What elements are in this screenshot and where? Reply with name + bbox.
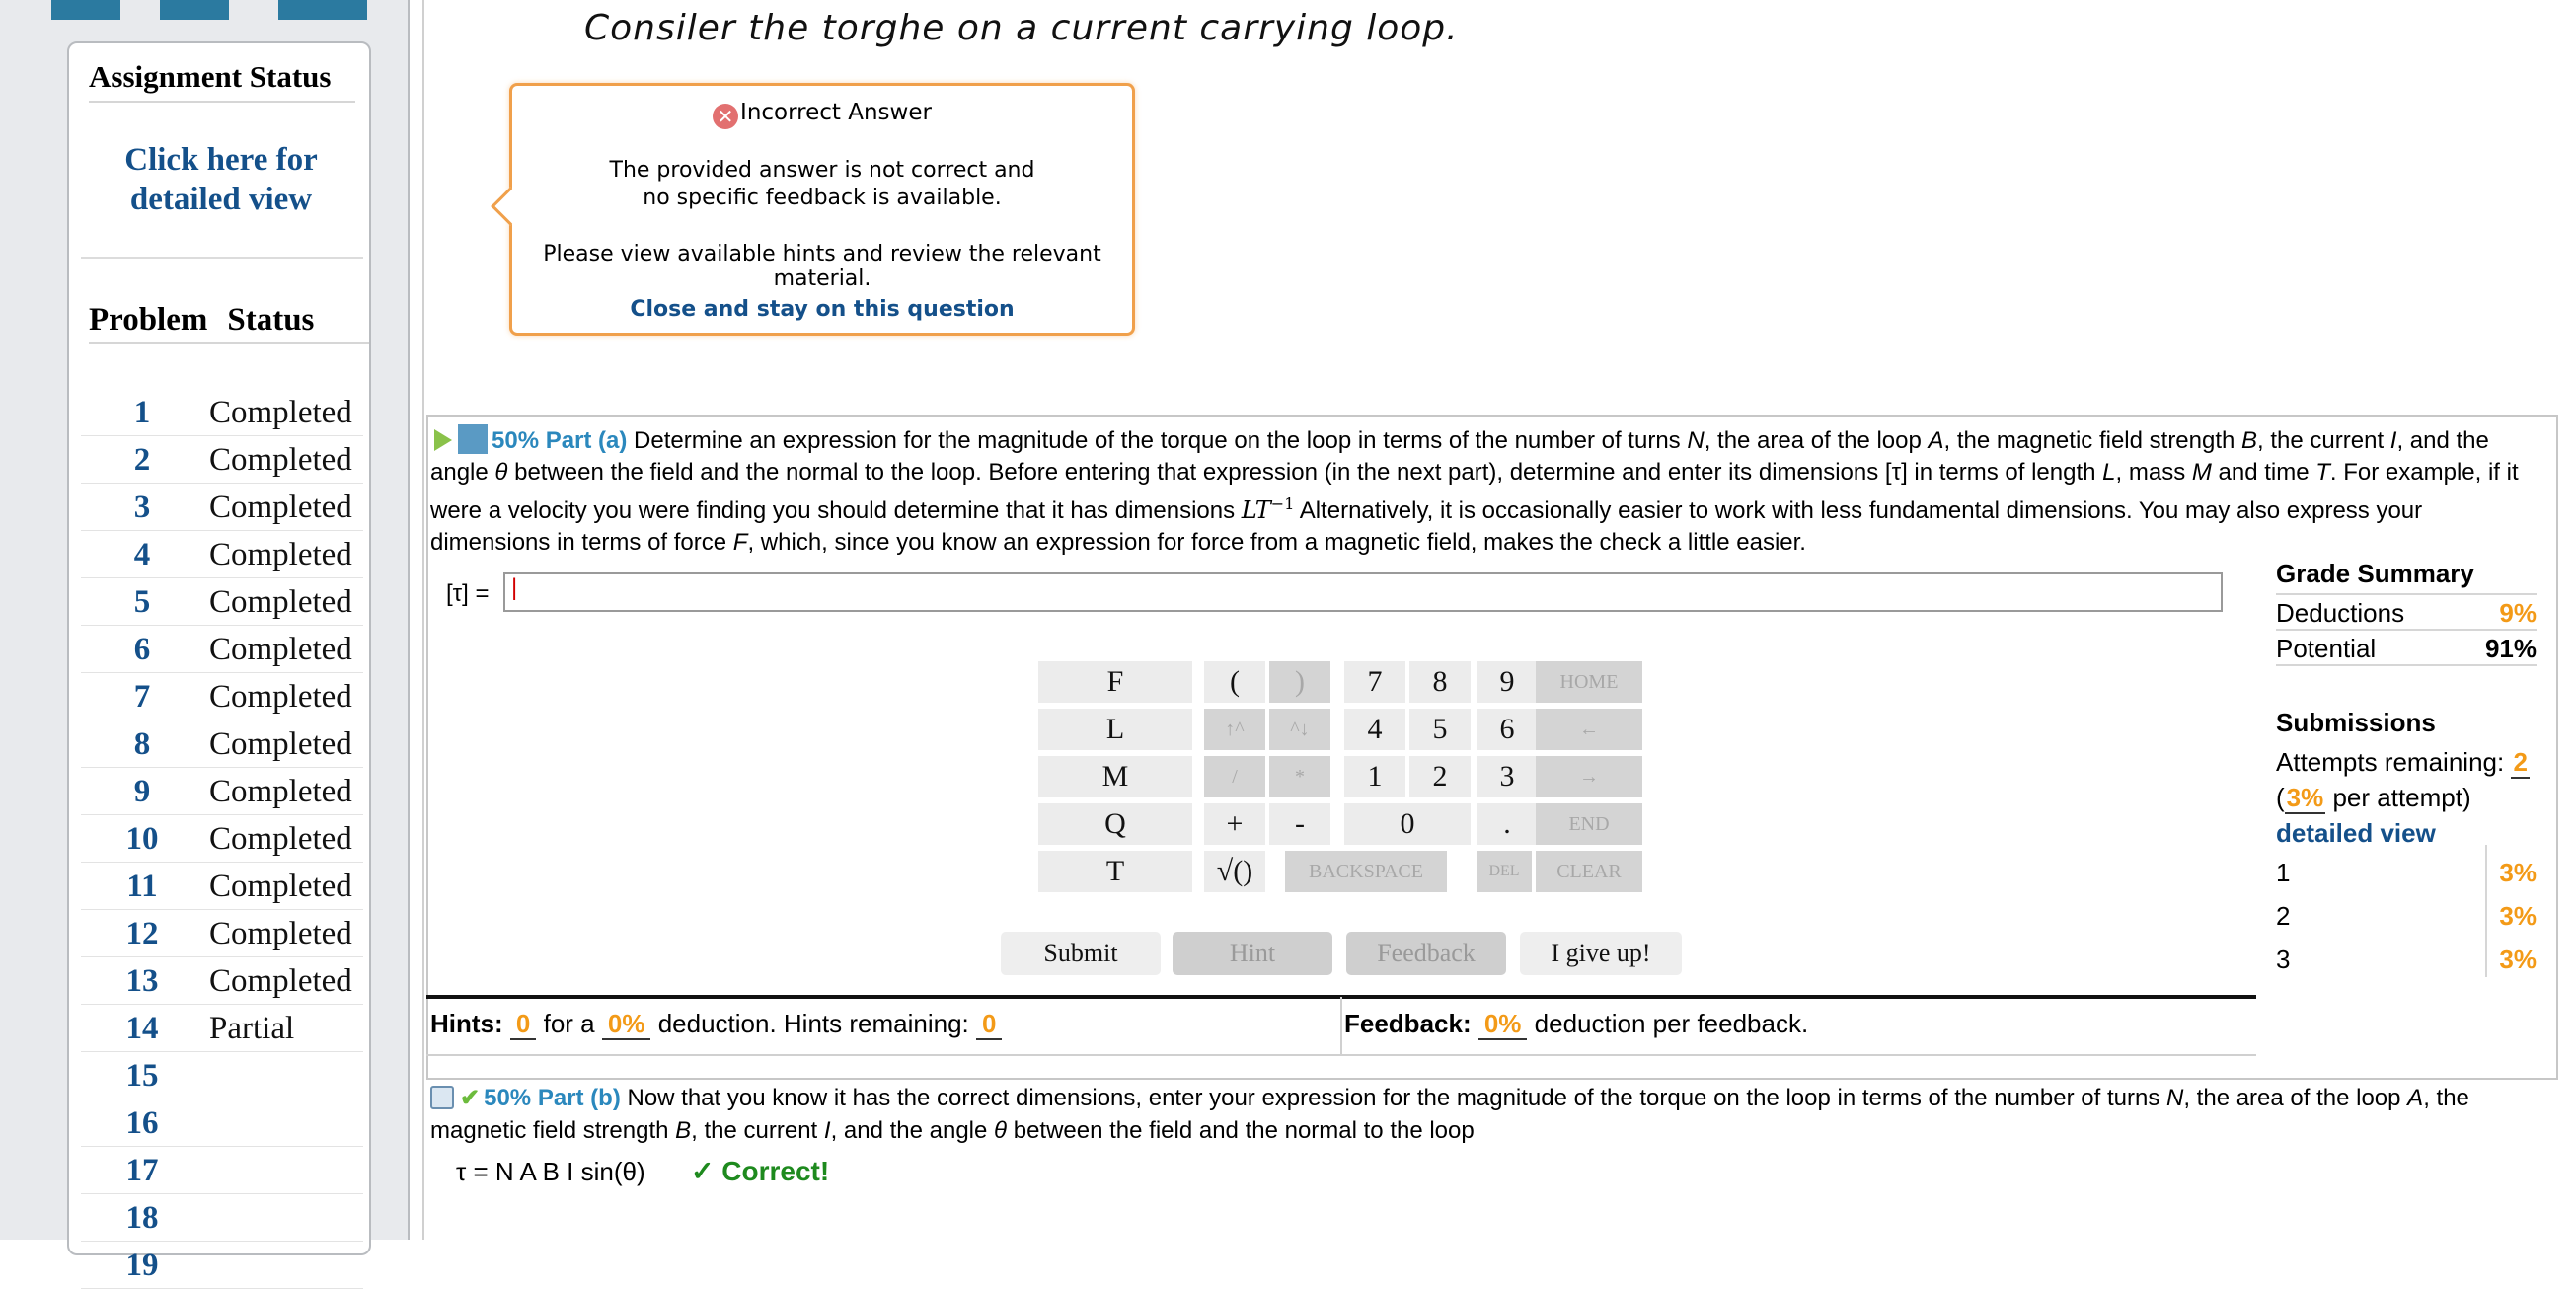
part-b-question [430,1082,2542,1147]
q-text: Determine an expression for the magnitude of the torque on the loop in terms of the number of turns [627,427,1688,454]
key-up[interactable]: ↑^ [1204,709,1265,750]
assignment-status-panel [67,41,371,1283]
col-problem: Problem [89,302,208,338]
deductions-row [2276,595,2537,631]
var-a: A [2407,1085,2424,1111]
q-text: , mass [2115,459,2192,486]
potential-row [2276,631,2537,666]
key-down[interactable]: ^↓ [1269,709,1330,750]
key-7[interactable]: 7 [1344,661,1405,703]
problem-row[interactable] [81,1052,363,1099]
hints-count: 0 [510,1009,536,1040]
dim-example: LT [1241,496,1271,524]
key-right-arrow[interactable]: → [1536,756,1642,797]
problem-number[interactable]: 14 [125,1011,159,1046]
q-text: , the magnetic field strength [1943,427,2242,454]
problem-number[interactable]: 8 [133,726,151,762]
feedback-label: Feedback: [1344,1009,1472,1038]
feedback-button[interactable]: Feedback [1346,932,1506,975]
var-m: M [2191,459,2212,486]
key-rparen[interactable]: ) [1269,661,1330,703]
problem-row[interactable] [81,673,363,720]
submissions-panel [2276,705,2537,981]
detailed-view-link[interactable]: Click here for detailed view [124,142,318,217]
key-divide[interactable]: / [1204,756,1265,797]
part-b-label: 50% Part (b) [484,1085,621,1111]
problem-row[interactable] [81,815,363,863]
var-t: T [2315,459,2330,486]
hints-text: deduction. Hints remaining: [657,1009,969,1038]
problem-number[interactable]: 2 [133,442,151,478]
var-i: I [823,1117,831,1144]
left-gutter [0,0,410,1283]
col-status: Status [227,302,315,338]
answer-input[interactable] [503,572,2223,612]
problem-number[interactable]: 7 [133,679,151,715]
q-text: between the field and the normal to the loop. Before entering that expression (in the next part), determine and enter its dimensions [τ] in terms of length [507,459,2103,486]
key-minus[interactable]: - [1269,803,1330,845]
popup-message [512,157,1132,212]
key-q[interactable]: Q [1038,803,1192,845]
attempt-number: 3 [2276,945,2291,974]
problem-status: Completed [209,821,352,857]
q-text: , the magnetic field strength [430,1085,2469,1144]
problem-status: Completed [209,584,352,620]
problem-row[interactable] [81,484,363,531]
feedback-info [1344,1009,1808,1039]
attempt-row [2276,894,2537,938]
key-plus[interactable]: + [1204,803,1265,845]
key-end[interactable]: END [1536,803,1642,845]
correct-text: Correct! [721,1156,830,1186]
submissions-detail-link[interactable]: detailed view [2276,818,2436,848]
deductions-label: Deductions [2276,598,2405,628]
popup-title-text: Incorrect Answer [740,100,932,125]
error-x-icon: ✕ [713,104,738,129]
correct-indicator [691,1155,829,1187]
var-i: I [2389,427,2397,454]
key-m[interactable]: M [1038,756,1192,797]
problem-row[interactable] [81,910,363,957]
problem-number[interactable]: 3 [133,490,151,525]
logo-strip [51,0,367,20]
attempt-deduction: 3% [2499,901,2537,931]
key-9[interactable]: 9 [1477,661,1538,703]
close-popup-link[interactable]: Close and stay on this question [630,297,1015,322]
key-t[interactable]: T [1038,851,1192,892]
problem-row[interactable] [81,1242,363,1289]
key-f[interactable]: F [1038,661,1192,703]
attempt-deduction: 3% [2499,858,2537,887]
check-icon: ✔ [460,1085,481,1111]
incorrect-answer-popup [509,83,1135,336]
answer-label: [τ] = [446,580,490,607]
potential-value: 91% [2484,634,2537,663]
sidebar-title: Assignment Status [89,59,355,103]
q-text: , and the angle [830,1117,995,1144]
problem-status: Completed [209,537,352,572]
paren: ( [2276,783,2285,812]
play-icon[interactable] [434,429,452,451]
key-left-arrow[interactable]: ← [1536,709,1642,750]
problem-number[interactable]: 6 [133,632,151,667]
problem-number[interactable]: 1 [133,395,151,430]
key-lparen[interactable]: ( [1204,661,1265,703]
problem-row[interactable] [81,1005,363,1052]
grade-summary [2276,559,2537,666]
problem-number[interactable]: 16 [125,1105,159,1141]
part-a-question [430,424,2523,559]
q-text: , the area of the loop [1704,427,1929,454]
problem-status: Completed [209,774,352,809]
potential-label: Potential [2276,634,2377,663]
q-text: , the area of the loop [2183,1085,2408,1111]
attempts-remaining [2276,744,2537,780]
problem-number[interactable]: 9 [133,774,151,809]
hints-bar-divider [1340,997,1342,1054]
key-dot[interactable]: . [1477,803,1538,845]
q-text: , which, since you know an expression for force from a magnetic field, makes the check a little easier. [747,529,1806,556]
dim-exponent: −1 [1270,494,1295,513]
problem-status: Completed [209,963,352,999]
key-del[interactable]: DEL [1477,851,1532,892]
q-text: Alternatively, it is occasionally easier to work with less fundamental dimensions. You may also express your dimensions in terms of force [430,497,2423,556]
deductions-value: 9% [2499,598,2537,628]
hint-button[interactable]: Hint [1173,932,1332,975]
var-b: B [675,1117,692,1144]
problem-row[interactable] [81,1194,363,1242]
problem-row[interactable] [81,626,363,673]
var-n: N [2166,1085,2184,1111]
problem-row[interactable] [81,436,363,484]
key-home[interactable]: HOME [1536,661,1642,703]
key-2[interactable]: 2 [1409,756,1471,797]
problem-row[interactable] [81,1099,363,1147]
q-text: , and the angle [430,427,2489,486]
var-a: A [1928,427,1944,454]
key-sqrt[interactable]: √() [1204,851,1265,892]
part-a-label: 50% Part (a) [492,427,628,454]
var-b: B [2241,427,2258,454]
problem-number[interactable]: 17 [125,1153,159,1188]
problem-number[interactable]: 15 [125,1058,159,1094]
problem-status: Completed [209,916,352,951]
give-up-button[interactable]: I give up! [1520,932,1682,975]
hints-deduction-pct: 0% [602,1009,651,1040]
key-8[interactable]: 8 [1409,661,1471,703]
problem-number[interactable]: 13 [125,963,159,999]
q-text: . For example, if it were a velocity you were finding you should determine that it has dimensions [430,459,2519,524]
key-6[interactable]: 6 [1477,709,1538,750]
key-multiply[interactable]: * [1269,756,1330,797]
attempts-label: Attempts remaining: [2276,747,2505,777]
key-l[interactable]: L [1038,709,1192,750]
problem-row[interactable] [81,1147,363,1194]
problem-row[interactable] [81,578,363,626]
q-text: , the current [2257,427,2390,454]
attempt-list [2276,851,2537,981]
hints-info [430,1009,1002,1039]
problem-status: Partial [209,1011,295,1046]
problem-number[interactable]: 5 [133,584,151,620]
var-f: F [732,529,748,556]
attempt-deduction: 3% [2499,945,2537,974]
var-theta: θ [494,459,508,486]
key-5[interactable]: 5 [1409,709,1471,750]
submissions-title: Submissions [2276,708,2436,737]
attempt-number: 1 [2276,858,2291,887]
submit-button[interactable]: Submit [1001,932,1161,975]
sidebar-table-header [89,302,369,344]
correct-check-icon: ✓ [691,1156,715,1186]
problem-number[interactable]: 12 [125,916,159,951]
problem-number[interactable]: 18 [125,1200,159,1236]
per-attempt-pct: 3% [2286,783,2324,812]
sidebar-divider [81,257,363,259]
key-3[interactable]: 3 [1477,756,1538,797]
popup-line-1: The provided answer is not correct and [609,158,1035,183]
problem-row[interactable] [81,389,363,436]
key-clear[interactable]: CLEAR [1536,851,1642,892]
handwritten-question: Consiler the torghe on a current carrying loop. [584,8,1459,48]
text-cursor: | [511,574,518,601]
problem-number[interactable]: 11 [126,869,158,904]
problem-row[interactable] [81,531,363,578]
problem-number[interactable]: 10 [125,821,159,857]
q-text: , the current [691,1117,824,1144]
part-b-answer: τ = N A B I sin(θ) [456,1157,645,1186]
popup-title [512,100,1132,129]
key-4[interactable]: 4 [1344,709,1405,750]
problem-row[interactable] [81,863,363,910]
var-n: N [1687,427,1705,454]
per-attempt [2276,780,2537,815]
attempt-row [2276,938,2537,981]
problem-status: Completed [209,632,352,667]
problem-number[interactable]: 19 [125,1248,159,1283]
problem-status: Completed [209,395,352,430]
hints-text: for a [543,1009,595,1038]
problem-status: Completed [209,442,352,478]
attempts-count: 2 [2513,747,2528,777]
problem-number[interactable]: 4 [133,537,151,572]
var-theta: θ [994,1117,1008,1144]
attempt-number: 2 [2276,901,2291,931]
hints-label: Hints: [430,1009,503,1038]
popup-hint-message: Please view available hints and review the relevant material. [543,242,1101,291]
key-0[interactable]: 0 [1344,803,1471,845]
q-text: and time [2211,459,2316,486]
feedback-text: deduction per feedback. [1534,1009,1809,1038]
attempt-list-divider [2485,845,2487,977]
hints-bar-bottom-border [426,1054,2256,1056]
q-text: Now that you know it has the correct dimensions, enter your expression for the magnitude of the torque on the loop in terms of the number of turns [620,1085,2166,1111]
hints-remaining: 0 [976,1009,1002,1040]
key-backspace[interactable]: BACKSPACE [1285,851,1447,892]
save-icon[interactable] [430,1086,454,1109]
attempt-row [2276,851,2537,894]
per-attempt-text: per attempt) [2325,783,2471,812]
key-1[interactable]: 1 [1344,756,1405,797]
problem-status: Completed [209,490,352,525]
grade-summary-title: Grade Summary [2276,559,2537,595]
problem-row[interactable] [81,720,363,768]
var-l: L [2102,459,2116,486]
popup-line-2: no specific feedback is available. [643,186,1002,210]
problem-row[interactable] [81,768,363,815]
feedback-deduction-pct: 0% [1478,1009,1528,1040]
part-status-icon [458,424,488,454]
problem-status: Completed [209,869,352,904]
problem-status: Completed [209,726,352,762]
q-text: between the field and the normal to the loop [1007,1117,1475,1144]
problem-status: Completed [209,679,352,715]
problem-row[interactable] [81,957,363,1005]
